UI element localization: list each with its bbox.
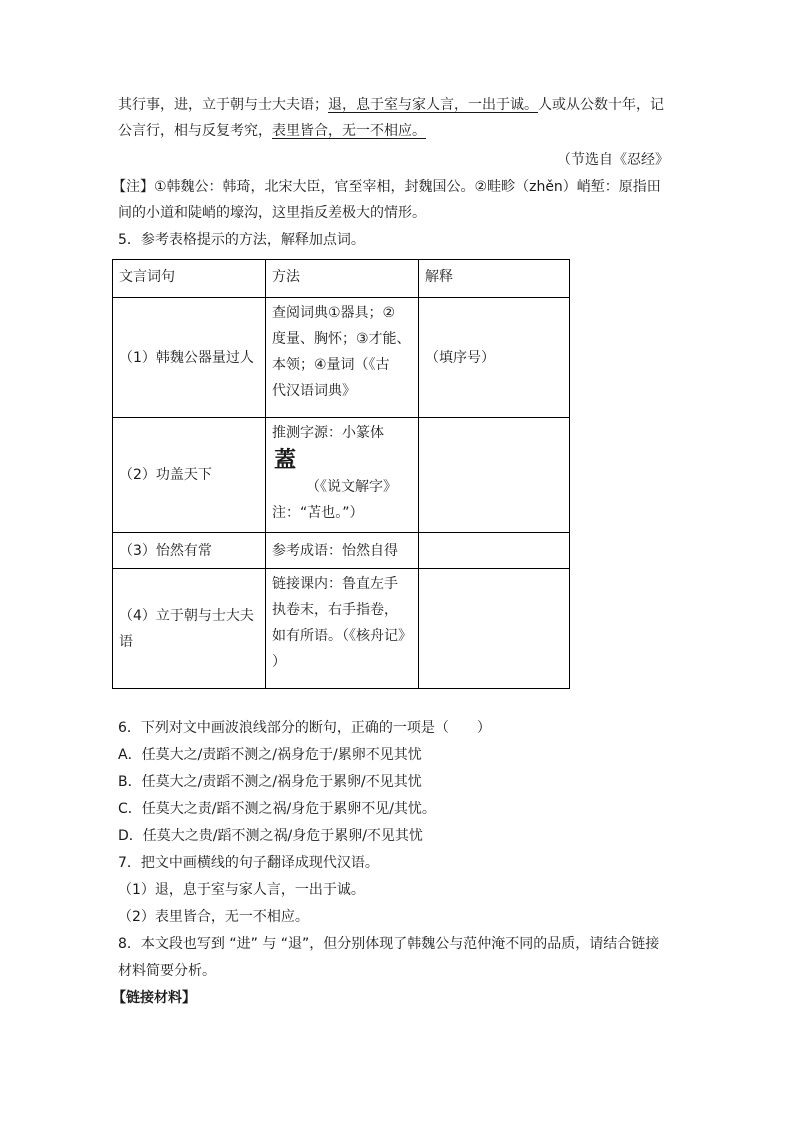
option-d[interactable]: D．任莫大之贵/蹈不测之祸/身危于累卵/不见其忧 <box>118 828 423 844</box>
term-line: （4）立于朝与士大夫 <box>119 607 254 624</box>
method-line: 本领；④量词（《古 <box>272 357 390 373</box>
option-a[interactable]: A．任莫大之/责蹈不测之/祸身危于/累卵不见其忧 <box>118 747 422 763</box>
question-7-item-2: （2）表里皆合，无一不相应。 <box>118 909 309 925</box>
question-6-prompt: 6．下列对文中画波浪线部分的断句，正确的一项是（ ） <box>118 720 491 736</box>
question-7-prompt: 7．把文中画横线的句子翻译成现代汉语。 <box>118 855 379 871</box>
method-line: 推测字源：小篆体 <box>272 425 384 441</box>
method-line: 如有所语。（《核舟记》 <box>272 628 412 644</box>
table-row <box>113 533 570 569</box>
method-line: 代汉语词典》 <box>272 383 356 399</box>
passage-text: 公言行，相与反复考究， <box>118 123 272 139</box>
term-cell: （3）怡然有常 <box>113 533 266 569</box>
term-cell: （1）韩魏公器量过人 <box>113 298 266 418</box>
method-line: 注：“苫也。”） <box>272 505 364 521</box>
option-c[interactable]: C．任莫大之责/蹈不测之祸/身危于累卵不见/其忧。 <box>118 801 436 817</box>
answer-cell[interactable]: （填序号） <box>419 298 570 418</box>
table-row <box>113 569 570 689</box>
table-row <box>113 298 570 418</box>
method-cell: 参考成语：怡然自得 <box>266 533 419 569</box>
passage-text: 人或从公数十年，记 <box>538 97 664 113</box>
method-line: ） <box>272 654 286 670</box>
method-line: 查阅词典①器具；② <box>272 305 396 321</box>
method-line: （《说文解字》 <box>306 479 397 495</box>
method-cell <box>266 418 419 533</box>
table-header-cell: 方法 <box>266 260 419 298</box>
method-line: 执卷末，右手指卷， <box>272 602 398 618</box>
question-7-item-1: （1）退，息于室与家人言，一出于诚。 <box>118 882 365 898</box>
note-line-1: 【注】①韩魏公：韩琦，北宋大臣，官至宰相，封魏国公。②畦畛（zhěn）峭堑：原指田 <box>112 179 661 195</box>
passage-line-2 <box>118 121 426 141</box>
answer-cell[interactable] <box>419 533 570 569</box>
table-row <box>113 418 570 533</box>
note-line-2: 间的小道和陡峭的壕沟，这里指反差极大的情形。 <box>118 205 426 221</box>
question-8-line-2: 材料简要分析。 <box>118 963 216 979</box>
underlined-sentence-2: 表里皆合，无一不相应。 <box>272 123 426 139</box>
method-cell <box>266 298 419 418</box>
linked-material-heading: 【链接材料】 <box>112 990 196 1006</box>
underlined-sentence-1: 退，息于室与家人言，一出于诚。 <box>328 97 538 113</box>
term-cell <box>113 569 266 689</box>
method-cell <box>266 569 419 689</box>
term-line: 语 <box>119 633 133 650</box>
answer-cell[interactable] <box>419 569 570 689</box>
method-line: 链接课内：鲁直左手 <box>272 576 398 592</box>
passage-text: 其行事，进，立于朝与士大夫语； <box>118 97 328 113</box>
option-b[interactable]: B．任莫大之/责蹈不测之/祸身危于累卵/不见其忧 <box>118 774 422 790</box>
answer-cell[interactable] <box>419 418 570 533</box>
passage-source: （节选自《忍经》 <box>557 152 669 168</box>
passage-line-1 <box>118 95 664 115</box>
table-header-row <box>113 260 570 298</box>
table-header-cell: 解释 <box>419 260 570 298</box>
seal-glyph-row <box>272 446 412 474</box>
question-8-line-1: 8．本文段也写到 “进” 与 “退”，但分别体现了韩魏公与范仲淹不同的品质，请结合链接 <box>118 936 660 952</box>
method-table <box>112 259 570 689</box>
question-5-prompt: 5．参考表格提示的方法，解释加点词。 <box>118 232 365 248</box>
table-header-cell: 文言词句 <box>113 260 266 298</box>
method-line: 度量、胸怀；③才能、 <box>272 331 411 347</box>
small-seal-script-glyph: 蓋 <box>274 447 297 473</box>
term-cell: （2）功盖天下 <box>113 418 266 533</box>
